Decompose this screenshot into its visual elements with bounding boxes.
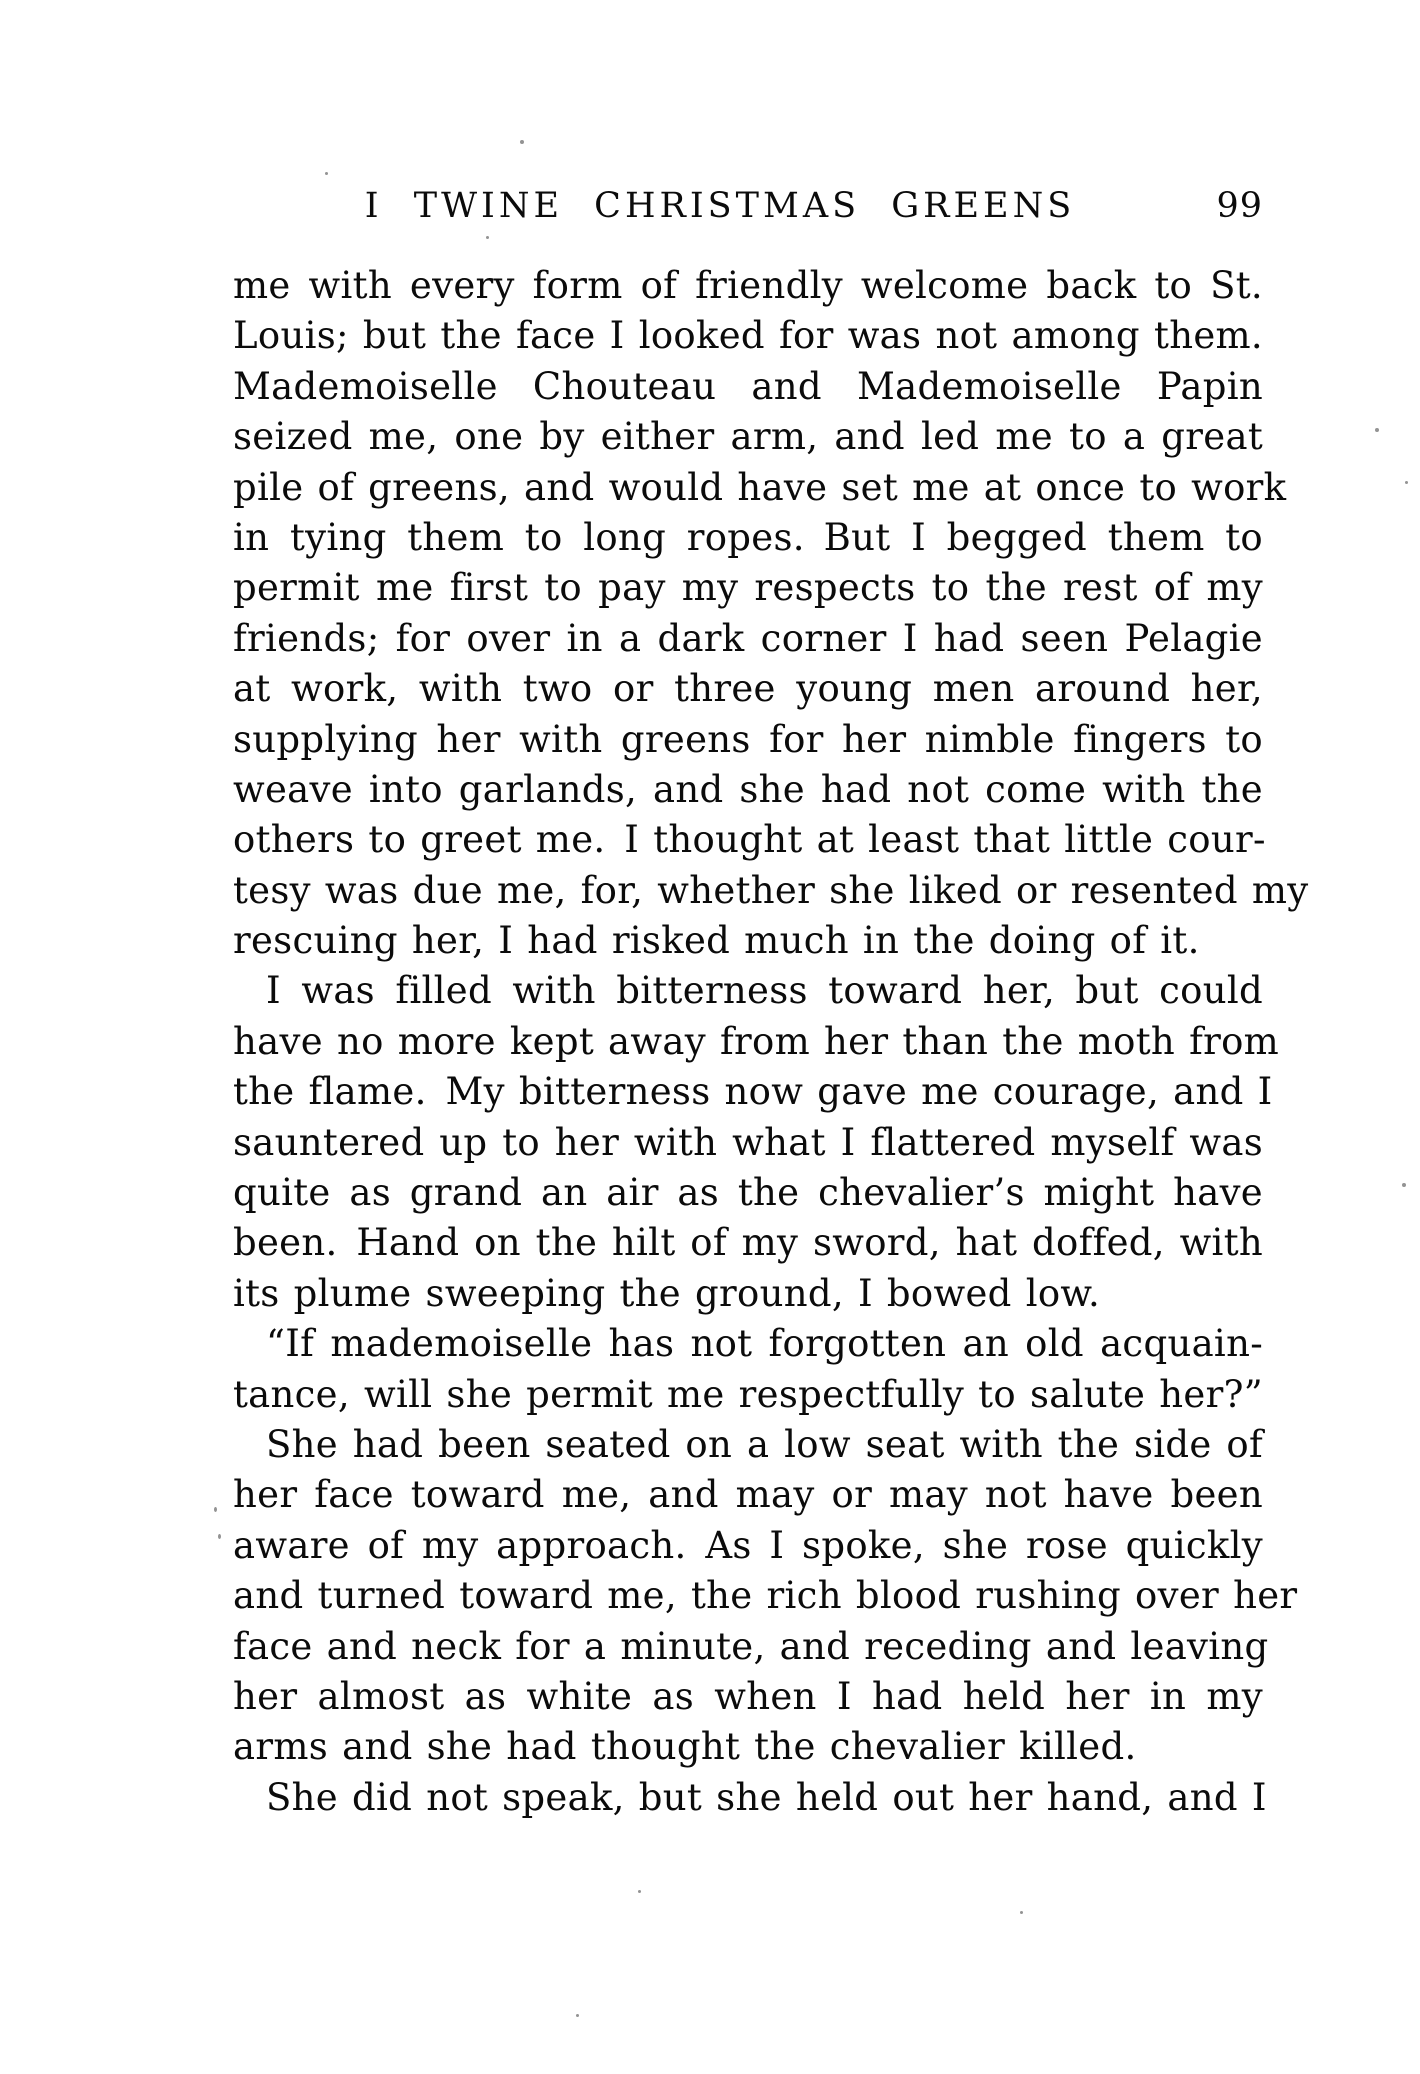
- text-line: pile of greens, and would have set me at once to work: [233, 465, 1287, 509]
- text-line: quite as grand an air as the chevalier’s might have: [233, 1171, 1263, 1215]
- text-line: She had been seated on a low seat with the side of: [266, 1422, 1263, 1466]
- text-line: She did not speak, but she held out her hand, and I: [266, 1775, 1267, 1819]
- running-head-title: I TWINE CHRISTMAS GREENS: [364, 186, 1076, 226]
- scan-artifact-dot: [1405, 481, 1408, 484]
- scan-artifact-dot: [520, 140, 524, 144]
- scan-artifact-dot: [325, 172, 328, 175]
- text-line: in tying them to long ropes. But I begged them to: [233, 515, 1263, 559]
- text-line: and turned toward me, the rich blood rushing over her: [233, 1574, 1298, 1618]
- text-line: rescuing her, I had risked much in the doing of it.: [233, 919, 1200, 963]
- text-line: at work, with two or three young men around her,: [233, 667, 1263, 711]
- text-line: her face toward me, and may or may not have been: [233, 1473, 1263, 1517]
- text-line: supplying her with greens for her nimble fingers to: [233, 717, 1263, 761]
- text-line: have no more kept away from her than the moth from: [233, 1019, 1280, 1063]
- scan-artifact-dot: [576, 2014, 579, 2017]
- page-number: 99: [1216, 186, 1263, 226]
- scan-artifact-dot: [214, 1507, 217, 1512]
- text-line: weave into garlands, and she had not come with the: [233, 767, 1263, 811]
- text-line: permit me first to pay my respects to the rest of my: [233, 566, 1263, 610]
- scan-artifact-dot: [638, 1890, 641, 1893]
- scan-artifact-dot: [1375, 428, 1379, 432]
- text-line: her almost as white as when I had held her in my: [233, 1674, 1263, 1718]
- text-line: me with every form of friendly welcome back to St.: [233, 264, 1263, 307]
- text-line: others to greet me. I thought at least that little cour-: [233, 818, 1266, 862]
- text-line: aware of my approach. As I spoke, she rose quickly: [233, 1523, 1263, 1567]
- text-line: sauntered up to her with what I flattered myself was: [233, 1120, 1263, 1164]
- text-line: “If mademoiselle has not forgotten an old acquain-: [266, 1322, 1263, 1366]
- text-line: I was filled with bitterness toward her, but could: [266, 969, 1263, 1013]
- scan-artifact-dot: [218, 1534, 221, 1539]
- page-header: [233, 186, 1263, 226]
- text-line: face and neck for a minute, and receding and leaving: [233, 1624, 1269, 1668]
- body-text: [233, 261, 1309, 1823]
- text-line: Mademoiselle Chouteau and Mademoiselle Papin: [233, 364, 1263, 408]
- text-line: seized me, one by either arm, and led me to a great: [233, 415, 1263, 459]
- text-line: friends; for over in a dark corner I had seen Pelagie: [233, 616, 1263, 660]
- scan-artifact-dot: [1402, 1183, 1406, 1187]
- text-line: the flame. My bitterness now gave me courage, and I: [233, 1070, 1273, 1114]
- text-line: tance, will she permit me respectfully to salute her?”: [233, 1372, 1263, 1416]
- text-line: Louis; but the face I looked for was not among them.: [233, 314, 1263, 358]
- scan-artifact-dot: [486, 236, 489, 239]
- text-line: arms and she had thought the chevalier killed.: [233, 1725, 1137, 1769]
- text-line: tesy was due me, for, whether she liked or resented my: [233, 868, 1309, 912]
- text-line: been. Hand on the hilt of my sword, hat doffed, with: [233, 1221, 1263, 1265]
- text-line: its plume sweeping the ground, I bowed low.: [233, 1271, 1101, 1315]
- scan-artifact-dot: [1020, 1911, 1023, 1914]
